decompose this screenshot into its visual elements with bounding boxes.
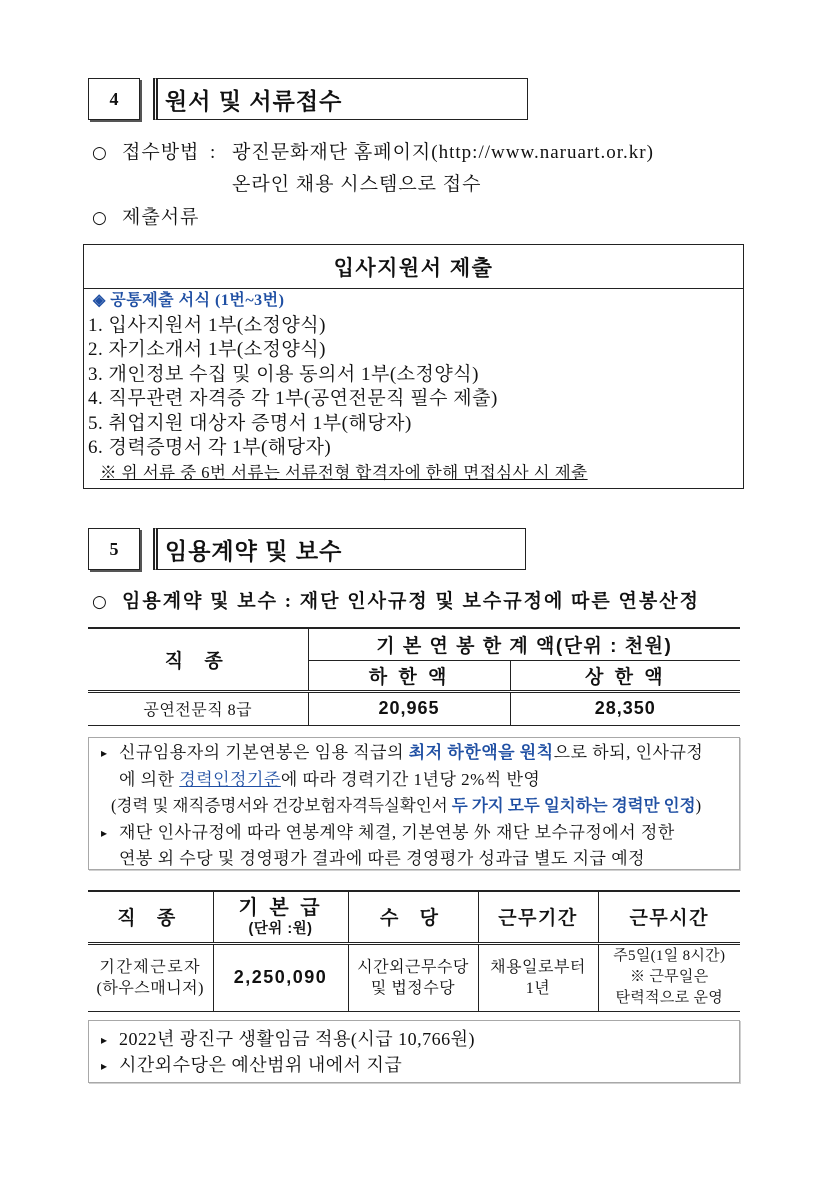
submission-note: [84, 461, 743, 486]
note-text: ): [695, 796, 702, 815]
pay-table-job-header: 직 종: [88, 891, 213, 943]
pay-table-allowance-cell: [348, 943, 478, 1011]
submission-method-row: [92, 140, 654, 166]
list-item: 6. 경력증명서 각 1부(해당자): [88, 437, 332, 458]
submission-documents-row: [92, 205, 199, 231]
pay-table-allowance-line: 및 법정수당: [370, 979, 456, 997]
submission-method-label: 접수방법: [122, 142, 200, 163]
pay-table-hours-line: 주5일(1일 8시간): [613, 948, 726, 964]
pay-table-period-line: 1년: [525, 979, 551, 997]
salary-note-1-line-2: [89, 767, 739, 794]
note-text: (경력 및 재직증명서와 건강보험자격득실확인서: [111, 796, 452, 815]
pay-table-hours-line: ※ 근무일은: [629, 969, 709, 985]
salary-table-upper-cell: 28,350: [510, 691, 740, 725]
section-5-number: 5: [109, 538, 119, 559]
salary-table-job-cell: 공연전문직 8급: [143, 702, 253, 719]
triangle-bullet-icon: ▸: [101, 746, 108, 760]
note-emphasis: 최저 하한액을 원칙: [408, 743, 554, 762]
note-text: 신규임용자의 기본연봉은 임용 직급의: [119, 743, 409, 762]
contract-pay-lead-text: 임용계약 및 보수 : 재단 인사규정 및 보수규정에 따른 연봉산정: [122, 591, 700, 612]
note-text: 2022년 광진구 생활임금 적용(시급 10,766원): [119, 1029, 476, 1049]
table-row: [88, 691, 740, 725]
pay-table-job-cell: [88, 943, 213, 1011]
pay-table-hours-header: 근무시간: [598, 891, 740, 943]
pay-table: [88, 890, 740, 1012]
section-5-number-box: [88, 528, 140, 570]
pay-table-base-header: [213, 891, 348, 943]
pay-note-2: [89, 1052, 739, 1078]
salary-note-1-line-3: [89, 793, 739, 820]
salary-note-1-line-1: [89, 740, 739, 767]
application-documents-list: [84, 289, 743, 485]
submission-note-text: ※ 위 서류 중 6번 서류는 서류전형 합격자에 한해 면접심사 시 제출: [100, 462, 588, 482]
pay-table-hours-line: 탄력적으로 운영: [615, 990, 724, 1006]
pay-table-period-line: 채용일로부터: [490, 958, 586, 976]
circle-bullet-icon: ○: [92, 592, 109, 612]
section-4-number: 4: [109, 88, 119, 109]
note-text: 재단 인사규정에 따라 연봉계약 체결, 기본연봉 外 재단 보수규정에서 정한: [119, 822, 675, 842]
section-4-title: 원서 및 서류접수: [165, 87, 343, 114]
note-text: 에 따라 경력기간 1년당 2%씩 반영: [280, 769, 541, 789]
contract-pay-lead: [92, 589, 700, 615]
pay-table-base-header-label: 기 본 급: [238, 896, 323, 919]
application-documents-box: [83, 244, 744, 489]
pay-table-allowance-line: 시간외근무수당: [357, 958, 469, 976]
salary-table-limit-header: 기 본 연 봉 한 계 액(단위 : 천원): [308, 628, 740, 660]
list-item: 4. 직무관련 자격증 각 1부(공연전문직 필수 제출): [88, 388, 498, 409]
pay-table-period-cell: [478, 943, 598, 1011]
salary-table-lower-header: 하 한 액: [308, 660, 510, 691]
pay-table-job-line: 기간제근로자: [99, 958, 202, 976]
salary-notes-box: [88, 737, 740, 870]
triangle-bullet-icon: ▸: [101, 1059, 108, 1073]
note-text: 에 의한: [119, 769, 180, 789]
submission-documents-label: 제출서류: [122, 207, 200, 228]
common-forms-heading: ◈ 공통제출 서식 (1번~3번): [93, 292, 285, 309]
submission-method-text-line-2: 온라인 채용 시스템으로 접수: [232, 174, 482, 195]
pay-table-base-cell: 2,250,090: [213, 943, 348, 1011]
career-recognition-criteria-link[interactable]: 경력인정기준: [179, 769, 281, 789]
circle-bullet-icon: ○: [92, 143, 108, 163]
application-documents-title: [84, 245, 743, 289]
note-emphasis: 두 가지 모두 일치하는 경력만 인정: [451, 796, 696, 815]
salary-table-lower-cell: 20,965: [308, 691, 510, 725]
section-5-title-box: [153, 528, 526, 570]
application-documents-title-text: 입사지원서 제출: [333, 256, 494, 280]
circle-bullet-icon: ○: [92, 208, 108, 228]
list-item: 2. 자기소개서 1부(소정양식): [88, 339, 326, 360]
list-item: 5. 취업지원 대상자 증명서 1부(해당자): [88, 412, 412, 434]
note-text: 시간외수당은 예산범위 내에서 지급: [119, 1055, 403, 1075]
pay-table-period-header: 근무기간: [478, 891, 598, 943]
pay-note-1: [89, 1026, 739, 1052]
pay-table-job-line: (하우스매니저): [96, 979, 204, 997]
pay-table-allowance-header: 수 당: [348, 891, 478, 943]
list-item: 1. 입사지원서 1부(소정양식): [88, 314, 326, 336]
section-4-title-box: [153, 78, 528, 120]
table-row: [88, 943, 740, 1011]
label-separator: :: [210, 142, 217, 163]
note-text: 으로 하되, 인사규정: [553, 743, 704, 762]
salary-note-2-line-2: 연봉 외 수당 및 경영평가 결과에 따른 경영평가 성과급 별도 지급 예정: [119, 849, 646, 868]
pay-notes-box: [88, 1020, 740, 1083]
section-5-title: 임용계약 및 보수: [165, 537, 343, 564]
pay-table-hours-cell: [598, 943, 740, 1011]
salary-limit-table: [88, 627, 740, 726]
submission-method-text: 광진문화재단 홈페이지(http://www.naruart.or.kr): [232, 142, 654, 163]
salary-table-job-header: 직 종: [88, 628, 308, 691]
section-4-number-box: [88, 78, 140, 120]
pay-table-base-header-unit: (단위 :원): [248, 920, 313, 937]
list-item: 3. 개인정보 수집 및 이용 동의서 1부(소정양식): [88, 363, 479, 385]
triangle-bullet-icon: ▸: [101, 825, 108, 840]
salary-note-2-line-1: [89, 820, 739, 847]
triangle-bullet-icon: ▸: [101, 1033, 108, 1047]
salary-table-upper-header: 상 한 액: [510, 660, 740, 691]
